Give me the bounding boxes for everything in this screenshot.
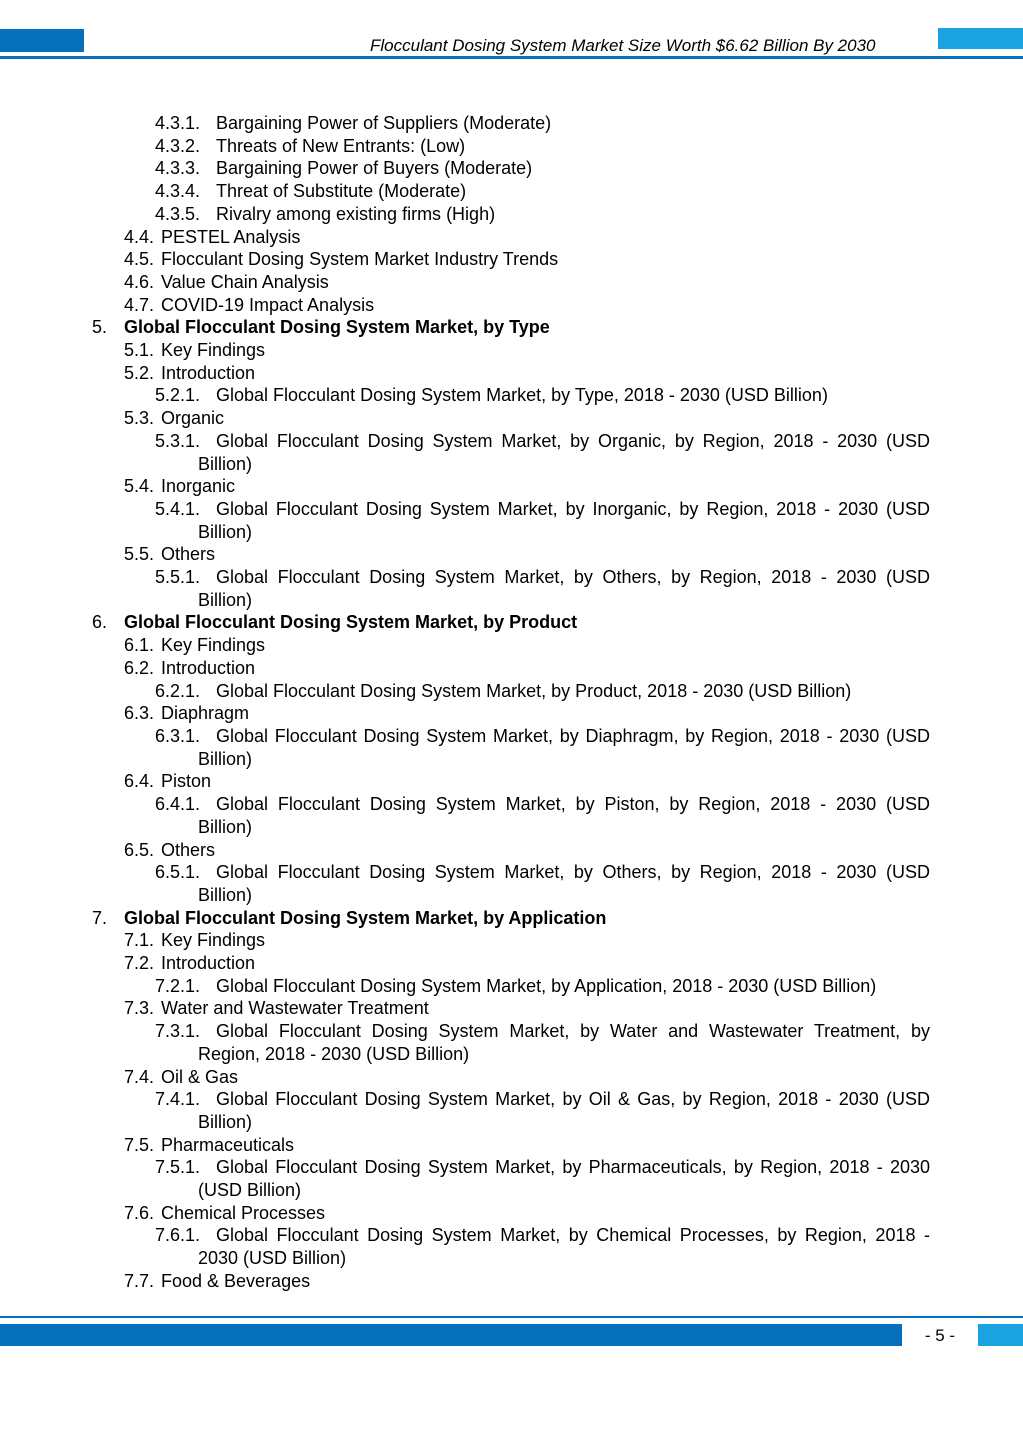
toc-entry-title: Global Flocculant Dosing System Market, by Application, 2018 - 2030 (USD Billion) <box>216 975 877 996</box>
toc-entry-title: Global Flocculant Dosing System Market, by Others, by Region, 2018 - 2030 (USD Billion) <box>198 862 930 905</box>
toc-entry-number: 5.5. <box>124 544 155 565</box>
toc-entry-title: Global Flocculant Dosing System Market, by Diaphragm, by Region, 2018 - 2030 (USD Billion) <box>198 725 930 769</box>
footer-rule <box>0 1316 1023 1318</box>
toc-entry <box>0 793 1023 838</box>
toc-entry-title: Introduction <box>161 953 256 974</box>
toc-entry-title: COVID-19 Impact Analysis <box>161 294 375 315</box>
toc-entry-number: 6.4. <box>124 771 155 792</box>
toc-entry-title: Organic <box>161 408 225 429</box>
header-right-accent <box>938 28 1023 49</box>
toc-entry-number: 5.4.1. <box>155 498 201 519</box>
toc-entry <box>0 952 1023 975</box>
toc-entry-number: 4.3.5. <box>155 203 201 224</box>
toc-entry-title: Chemical Processes <box>161 1202 326 1223</box>
toc-entry <box>0 566 1023 611</box>
toc-entry <box>0 907 1023 930</box>
toc-entry-title: Global Flocculant Dosing System Market, by Type, 2018 - 2030 (USD Billion) <box>216 385 828 406</box>
toc-entry <box>0 362 1023 385</box>
toc-entry <box>0 657 1023 680</box>
toc-entry-number: 5.1. <box>124 340 155 361</box>
toc-entry <box>0 498 1023 543</box>
toc-entry-title: Pharmaceuticals <box>161 1134 295 1155</box>
toc-entry <box>0 543 1023 566</box>
toc-entry-title: Global Flocculant Dosing System Market, by Others, by Region, 2018 - 2030 (USD Billion) <box>198 567 930 610</box>
toc-entry-number: 5.2.1. <box>155 385 201 406</box>
toc-entry-number: 6.5.1. <box>155 862 201 883</box>
toc-entry-number: 5.3.1. <box>155 430 201 451</box>
toc-entry-title: Global Flocculant Dosing System Market, by Pharmaceuticals, by Region, 2018 - 2030 (USD Billion) <box>198 1157 930 1201</box>
toc-entry <box>0 861 1023 906</box>
toc-entry-number: 4.3.4. <box>155 181 201 202</box>
toc-entry <box>0 839 1023 862</box>
toc-entry <box>0 339 1023 362</box>
toc-entry-number: 4.6. <box>124 271 155 292</box>
toc-entry <box>0 1020 1023 1065</box>
toc-entry-number: 6.1. <box>124 635 155 656</box>
toc-entry-number: 4.3.2. <box>155 135 201 156</box>
toc-entry-title: Global Flocculant Dosing System Market, by Oil & Gas, by Region, 2018 - 2030 (USD Billion) <box>198 1089 930 1132</box>
toc-entry-number: 5.3. <box>124 408 155 429</box>
toc-entry <box>0 157 1023 180</box>
toc-entry-title: Threat of Substitute (Moderate) <box>216 181 467 202</box>
toc-entry <box>0 770 1023 793</box>
toc-entry <box>0 248 1023 271</box>
toc-entry-number: 6.4.1. <box>155 794 201 815</box>
toc-entry-title: Key Findings <box>161 635 266 656</box>
toc-entry <box>0 384 1023 407</box>
toc-entry-title: Bargaining Power of Buyers (Moderate) <box>216 158 533 179</box>
toc-entry <box>0 611 1023 634</box>
toc-entry <box>0 112 1023 135</box>
toc-entry <box>0 430 1023 475</box>
toc-entry-title: Global Flocculant Dosing System Market, by Water and Wastewater Treatment, by Region, 2018 - 2030 (USD Billion) <box>198 1021 930 1064</box>
toc-entry <box>0 634 1023 657</box>
toc-entry-number: 6.3. <box>124 703 155 724</box>
toc-entry-title: Bargaining Power of Suppliers (Moderate) <box>216 113 552 133</box>
toc-entry-number: 7.4. <box>124 1066 155 1087</box>
toc-entry <box>0 1134 1023 1157</box>
toc-entry-title: Value Chain Analysis <box>161 271 329 292</box>
toc-entry-number: 7.3.1. <box>155 1021 201 1042</box>
toc-entry <box>0 271 1023 294</box>
toc-entry-title: Global Flocculant Dosing System Market, by Product <box>124 612 578 633</box>
toc-entry-title: Key Findings <box>161 340 266 361</box>
toc-entry-number: 7.2. <box>124 953 155 974</box>
toc-entry-title: PESTEL Analysis <box>161 226 301 247</box>
toc-entry <box>0 1224 1023 1269</box>
toc-entry <box>0 1156 1023 1201</box>
toc-entry-number: 4.4. <box>124 226 155 247</box>
toc-entry-title: Global Flocculant Dosing System Market, by Application <box>124 907 607 928</box>
toc-entry <box>0 316 1023 339</box>
toc-entry-title: Introduction <box>161 362 256 383</box>
toc-entry-number: 7.6.1. <box>155 1225 201 1246</box>
toc-entry-number: 4.7. <box>124 294 155 315</box>
toc-entry-title: Food & Beverages <box>161 1270 311 1291</box>
toc-entry <box>0 294 1023 317</box>
toc-entry-title: Global Flocculant Dosing System Market, by Product, 2018 - 2030 (USD Billion) <box>216 680 852 701</box>
toc-entry-title: Water and Wastewater Treatment <box>161 998 429 1019</box>
toc-entry-title: Key Findings <box>161 930 266 951</box>
toc-entry-number: 7.1. <box>124 930 155 951</box>
header-rule <box>0 56 1023 59</box>
toc-entry <box>0 929 1023 952</box>
toc-entry-title: Threats of New Entrants: (Low) <box>216 135 466 156</box>
toc-entry-title: Rivalry among existing firms (High) <box>216 203 496 224</box>
toc-entry-title: Oil & Gas <box>161 1066 239 1087</box>
toc-entry <box>0 1202 1023 1225</box>
toc-entry <box>0 226 1023 249</box>
toc-entry-title: Global Flocculant Dosing System Market, by Chemical Processes, by Region, 2018 - 2030 (USD Billion) <box>198 1225 930 1269</box>
toc-entry-number: 5.5.1. <box>155 567 201 588</box>
toc-entry-number: 7. <box>92 907 108 928</box>
toc-entry-number: 7.6. <box>124 1202 155 1223</box>
table-of-contents <box>0 112 1023 1293</box>
header-left-accent <box>0 29 84 52</box>
toc-entry-number: 6.3.1. <box>155 725 201 746</box>
toc-entry <box>0 203 1023 226</box>
toc-entry <box>0 997 1023 1020</box>
toc-entry-number: 6.2. <box>124 657 155 678</box>
toc-entry-number: 4.5. <box>124 249 155 270</box>
toc-entry-number: 7.2.1. <box>155 975 201 996</box>
toc-entry <box>0 407 1023 430</box>
toc-entry <box>0 475 1023 498</box>
toc-entry-title: Global Flocculant Dosing System Market, by Piston, by Region, 2018 - 2030 (USD Billion) <box>198 794 930 837</box>
header-title: Flocculant Dosing System Market Size Worth $6.62 Billion By 2030 <box>370 36 876 55</box>
toc-entry-title: Introduction <box>161 657 256 678</box>
toc-entry <box>0 702 1023 725</box>
toc-entry-title: Others <box>161 839 216 860</box>
page-number: - 5 - <box>924 1326 956 1345</box>
toc-entry-number: 7.4.1. <box>155 1089 201 1110</box>
toc-entry-title: Diaphragm <box>161 703 250 724</box>
toc-entry <box>0 180 1023 203</box>
toc-entry <box>0 1088 1023 1133</box>
footer-bar <box>0 1324 902 1346</box>
toc-entry-title: Others <box>161 544 216 565</box>
toc-entry-title: Global Flocculant Dosing System Market, by Type <box>124 317 550 338</box>
toc-entry-number: 7.5.1. <box>155 1157 201 1178</box>
toc-entry-number: 5.2. <box>124 362 155 383</box>
footer-right-accent <box>978 1324 1023 1346</box>
toc-entry-title: Global Flocculant Dosing System Market, by Inorganic, by Region, 2018 - 2030 (USD Billion) <box>198 498 930 542</box>
toc-entry <box>0 725 1023 770</box>
toc-entry-number: 5. <box>92 317 108 338</box>
toc-entry-title: Piston <box>161 771 212 792</box>
toc-entry-number: 6.5. <box>124 839 155 860</box>
toc-entry-title: Inorganic <box>161 476 236 497</box>
toc-entry-number: 4.3.3. <box>155 158 201 179</box>
toc-entry-title: Flocculant Dosing System Market Industry Trends <box>161 249 559 270</box>
toc-entry-number: 4.3.1. <box>155 113 201 133</box>
toc-entry-number: 6.2.1. <box>155 680 201 701</box>
toc-entry-number: 7.7. <box>124 1270 155 1291</box>
toc-entry-title: Global Flocculant Dosing System Market, by Organic, by Region, 2018 - 2030 (USD Billion) <box>198 430 930 474</box>
toc-entry <box>0 1270 1023 1293</box>
toc-entry <box>0 680 1023 703</box>
toc-entry-number: 7.3. <box>124 998 155 1019</box>
toc-entry <box>0 1066 1023 1089</box>
toc-entry <box>0 975 1023 998</box>
toc-entry-number: 5.4. <box>124 476 155 497</box>
toc-entry <box>0 135 1023 158</box>
toc-entry-number: 7.5. <box>124 1134 155 1155</box>
toc-entry-number: 6. <box>92 612 108 633</box>
